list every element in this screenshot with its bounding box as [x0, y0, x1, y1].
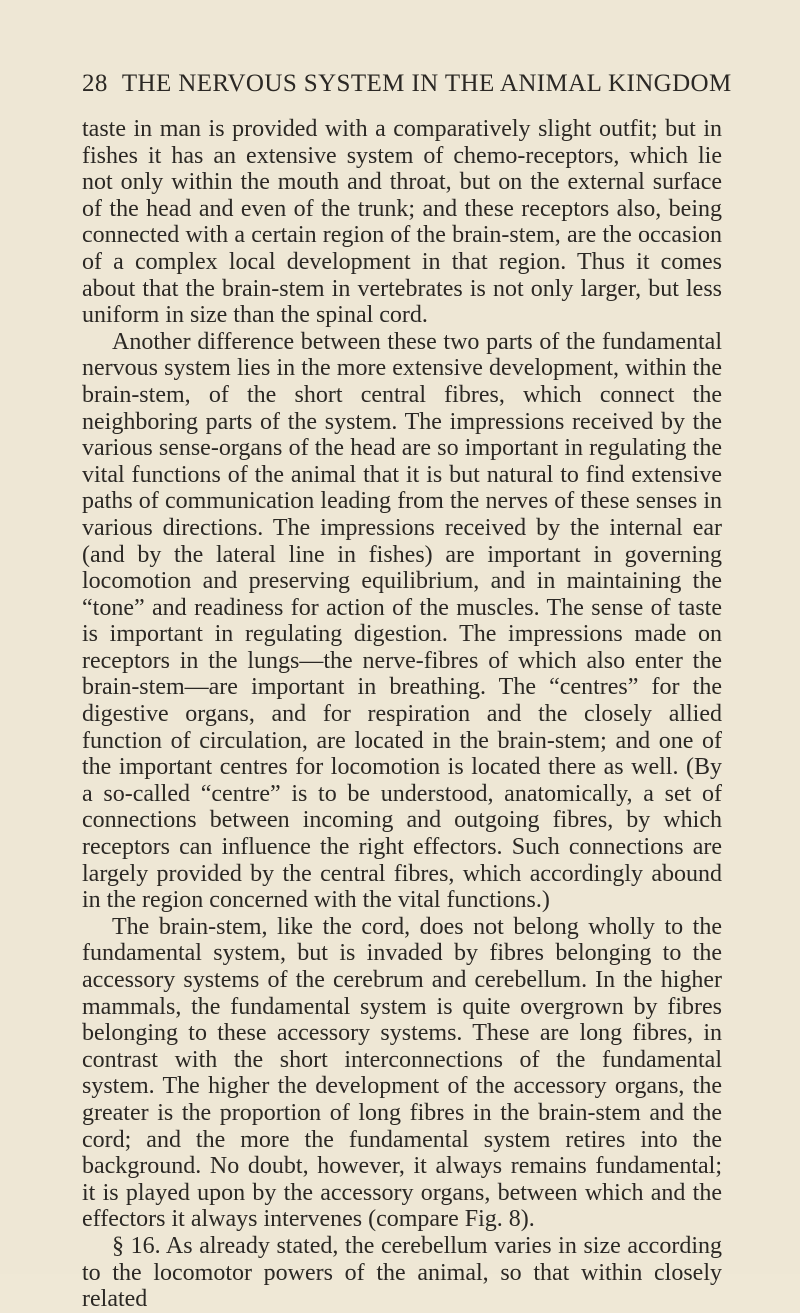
- paragraph: The brain-stem, like the cord, does not belong wholly to the fundamental system, but is invaded by fibres belonging to the accessory systems of the cerebrum and cerebellum. In the higher mammals, the fundamental system is quite overgrown by fibres belonging to these accessory systems. These are long fibres, in contrast with the short interconnections of the fundamental system. The higher the development of the accessory organs, the greater is the proportion of long fibres in the brain-stem and the cord; and the more the fundamental system retires into the background. No doubt, however, it always remains fundamental; it is played upon by the accessory organs, between which and the effectors it always intervenes (compare Fig. 8).: [82, 913, 722, 1233]
- body-text: [82, 116, 722, 1313]
- page-number: 28: [82, 70, 108, 97]
- running-head: [82, 70, 732, 98]
- running-title: THE NERVOUS SYSTEM IN THE ANIMAL KINGDOM: [121, 70, 732, 97]
- section-paragraph: § 16. As already stated, the cerebellum varies in size according to the locomotor powers of the animal, so that within closely related: [82, 1232, 722, 1313]
- paragraph: taste in man is provided with a comparatively slight outfit; but in fishes it has an extensive system of chemo-receptors, which lie not only within the mouth and throat, but on the external surface of the head and even of the trunk; and these receptors also, being connected with a certain region of the brain-stem, are the occasion of a complex local development in that region. Thus it comes about that the brain-stem in vertebrates is not only larger, but less uniform in size than the spinal cord.: [82, 116, 722, 329]
- paragraph: Another difference between these two parts of the fundamental nervous system lies in the more extensive development, within the brain-stem, of the short central fibres, which connect the neighboring parts of the system. The impressions received by the various sense-organs of the head are so important in regulating the vital functions of the animal that it is but natural to find extensive paths of communication leading from the nerves of these senses in various directions. The impressions received by the internal ear (and by the lateral line in fishes) are important in governing locomotion and preserving equilibrium, and in maintaining the “tone” and readiness for action of the muscles. The sense of taste is important in regulating digestion. The impressions made on receptors in the lungs—the nerve-fibres of which also enter the brain-stem—are important in breathing. The “centres” for the digestive organs, and for respiration and the closely allied function of circulation, are located in the brain-stem; and one of the important centres for locomotion is located there as well. (By a so-called “centre” is to be understood, anatomically, a set of connections between incoming and outgoing fibres, by which receptors can influence the right effectors. Such connections are largely provided by the central fibres, which accordingly abound in the region concerned with the vital functions.): [82, 328, 722, 914]
